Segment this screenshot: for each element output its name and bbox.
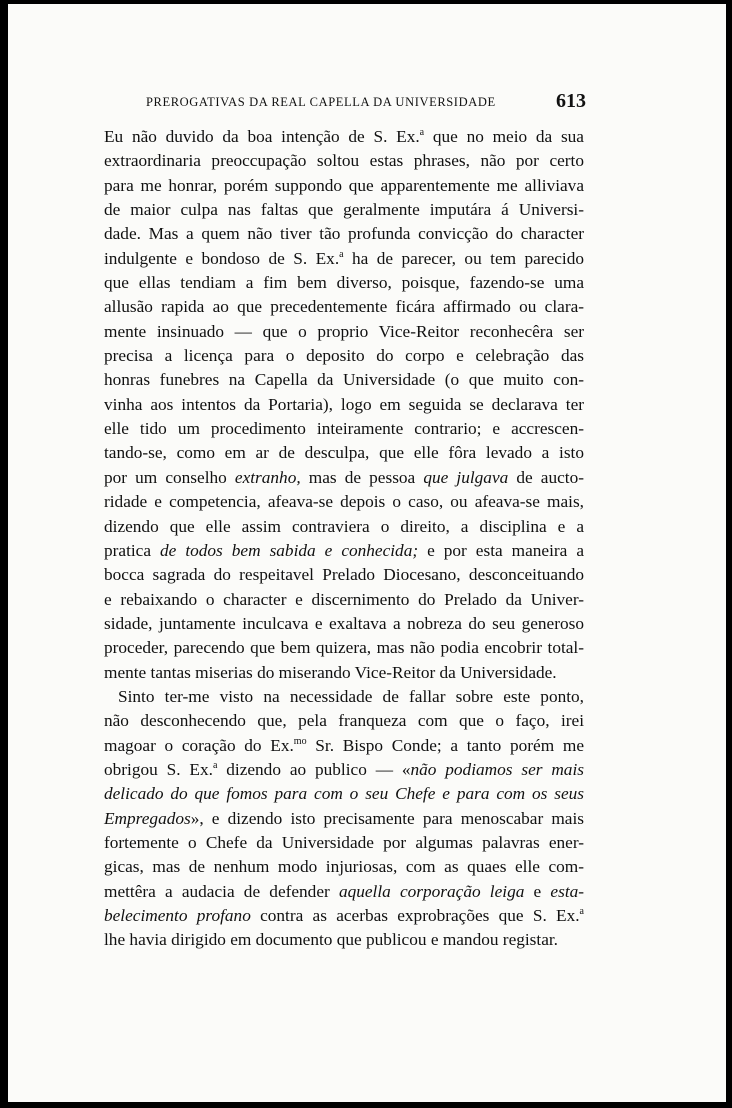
text-line bbox=[104, 368, 584, 392]
superscript: a bbox=[339, 248, 344, 260]
text-line bbox=[104, 490, 584, 514]
text-line bbox=[104, 928, 584, 952]
text-line bbox=[104, 855, 584, 879]
text-line bbox=[104, 393, 584, 417]
italic-text: belecimento profano bbox=[104, 906, 251, 925]
text-segment: contra as acerbas exprobrações que S. Ex. bbox=[250, 906, 580, 925]
text-segment: », e dizendo isto precisamente para menoscabar mais bbox=[190, 808, 584, 828]
text-segment: obrigou S. Ex. bbox=[104, 759, 213, 779]
text-line bbox=[104, 247, 584, 271]
text-line bbox=[104, 466, 584, 490]
text-segment: elle tido um procedimento inteiramente contrario; e accrescen- bbox=[104, 419, 584, 439]
text-line bbox=[104, 441, 584, 465]
superscript: a bbox=[579, 906, 584, 918]
text-segment: dade. Mas a quem não tiver tão profunda convicção do character bbox=[104, 224, 584, 244]
text-segment: magoar o coração do Ex. bbox=[104, 735, 294, 755]
text-segment: precisa a licença para o deposito do corpo e celebração das bbox=[104, 346, 584, 366]
text-line bbox=[104, 758, 584, 782]
text-segment: de aucto- bbox=[508, 467, 584, 487]
italic-text: que julgava bbox=[423, 467, 509, 487]
italic-text: não podiamos ser mais bbox=[410, 759, 584, 779]
text-segment: mettêra a audacia de defender bbox=[104, 881, 339, 901]
text-line bbox=[104, 149, 584, 173]
text-line bbox=[104, 588, 584, 612]
text-segment: por um conselho bbox=[104, 467, 235, 487]
text-line bbox=[104, 271, 584, 295]
text-line bbox=[104, 539, 584, 563]
italic-text: extranho, bbox=[234, 467, 301, 487]
text-segment: ha de parecer, ou tem parecido bbox=[343, 248, 584, 268]
page-header bbox=[146, 90, 586, 114]
text-segment: Eu não duvido da boa intenção de S. Ex. bbox=[104, 127, 420, 146]
text-line bbox=[104, 685, 584, 709]
page-number: 613 bbox=[556, 90, 586, 112]
italic-text: delicado do que fomos para com o seu Chefe e para com os seus bbox=[104, 784, 584, 804]
text-line bbox=[104, 880, 584, 904]
text-segment: mente tantas miserias do miserando Vice-Reitor da Universidade. bbox=[104, 662, 557, 682]
text-segment: dizendo que elle assim contraviera o direito, a disciplina e a bbox=[104, 516, 584, 536]
text-segment: para me honrar, porém suppondo que apparentemente me alliviava bbox=[104, 175, 584, 195]
text-segment: tando-se, como em ar de desculpa, que elle fôra levado a isto bbox=[104, 443, 584, 463]
text-segment: proceder, parecendo que bem quizera, mas não podia encobrir total- bbox=[104, 638, 584, 658]
text-line bbox=[104, 709, 584, 733]
text-line bbox=[104, 344, 584, 368]
superscript: a bbox=[419, 127, 425, 139]
text-line bbox=[104, 831, 584, 855]
text-line bbox=[104, 563, 584, 587]
text-segment: que ellas tendiam a fim bem diverso, poisque, fazendo-se uma bbox=[104, 273, 584, 293]
italic-text: esta- bbox=[550, 881, 585, 901]
text-line bbox=[104, 734, 584, 758]
text-segment: sidade, juntamente inculcava e exaltava a nobreza do seu generoso bbox=[104, 613, 584, 633]
text-segment: e bbox=[524, 881, 551, 901]
text-line bbox=[104, 782, 584, 806]
text-segment: não desconhecendo que, pela franqueza com que o faço, irei bbox=[104, 711, 584, 731]
running-head: PREROGATIVAS DA REAL CAPELLA DA UNIVERSIDADE bbox=[146, 95, 496, 109]
text-line bbox=[104, 661, 584, 685]
text-line bbox=[104, 636, 584, 660]
text-line bbox=[104, 320, 584, 344]
text-line bbox=[104, 174, 584, 198]
text-segment: allusão rapida ao que precedentemente ficára affirmado ou clara- bbox=[104, 297, 584, 317]
text-segment: e rebaixando o character e discernimento do Prelado da Univer- bbox=[104, 589, 584, 609]
text-line bbox=[104, 125, 584, 149]
text-segment: dizendo ao publico — « bbox=[217, 759, 411, 779]
book-page bbox=[8, 4, 726, 1102]
text-line bbox=[104, 515, 584, 539]
text-segment: bocca sagrada do respeitavel Prelado Diocesano, desconceituando bbox=[104, 565, 584, 585]
italic-text: de todos bem sabida e conhecida; bbox=[160, 540, 419, 560]
text-segment: Sinto ter-me visto na necessidade de fallar sobre este ponto, bbox=[118, 686, 584, 706]
text-segment: Sr. Bispo Conde; a tanto porém me bbox=[306, 735, 584, 755]
text-line bbox=[104, 198, 584, 222]
text-line bbox=[104, 222, 584, 246]
text-segment: vinha aos intentos da Portaria), logo em seguida se declarava ter bbox=[104, 394, 584, 414]
text-segment: indulgente e bondoso de S. Ex. bbox=[104, 248, 340, 268]
text-line bbox=[104, 612, 584, 636]
text-segment: mas de pessoa bbox=[300, 467, 424, 487]
text-segment: honras funebres na Capella da Universidade (o que muito con- bbox=[104, 370, 584, 390]
text-segment: de maior culpa nas faltas que geralmente imputára á Universi- bbox=[104, 200, 584, 220]
text-segment: fortemente o Chefe da Universidade por algumas palavras ener- bbox=[104, 832, 584, 852]
text-segment: e por esta maneira a bbox=[418, 540, 584, 560]
text-segment: gicas, mas de nenhum modo injuriosas, com as quaes elle com- bbox=[104, 857, 584, 877]
text-segment: extraordinaria preoccupação soltou estas phrases, não por certo bbox=[104, 151, 584, 171]
body-text bbox=[104, 125, 584, 953]
italic-text: aquella corporação leiga bbox=[338, 881, 525, 901]
text-line bbox=[104, 295, 584, 319]
italic-text: Empregados bbox=[104, 808, 191, 828]
text-line bbox=[104, 807, 584, 831]
superscript: a bbox=[212, 760, 218, 772]
text-segment: lhe havia dirigido em documento que publicou e mandou registar. bbox=[104, 930, 558, 950]
text-segment: pratica bbox=[104, 540, 161, 560]
text-segment: mente insinuado — que o proprio Vice-Reitor reconhecêra ser bbox=[104, 321, 584, 341]
superscript: mo bbox=[293, 735, 307, 747]
text-line bbox=[104, 417, 584, 441]
text-segment: que no meio da sua bbox=[424, 127, 584, 146]
text-line bbox=[104, 904, 584, 928]
text-segment: ridade e competencia, afeava-se depois o caso, ou afeava-se mais, bbox=[104, 492, 584, 512]
